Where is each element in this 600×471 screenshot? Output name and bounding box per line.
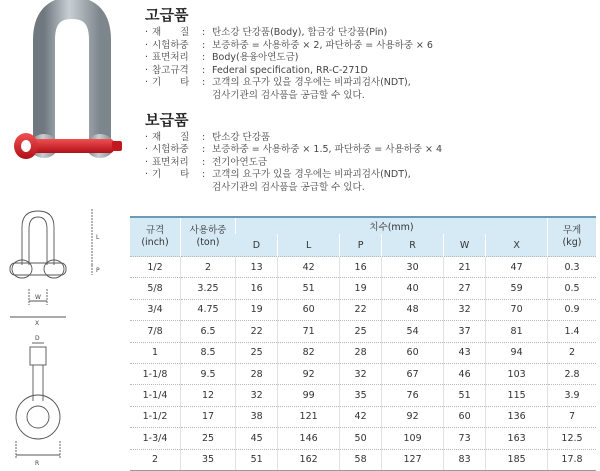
table-cell: 2 xyxy=(548,342,597,363)
table-cell: 45 xyxy=(236,428,278,449)
spec-label: 시험하중 xyxy=(152,144,189,156)
table-cell: 32 xyxy=(339,363,381,384)
header-load: 사용하중 (ton) xyxy=(181,217,236,257)
spec-row xyxy=(145,77,595,102)
table-cell: 1-1/4 xyxy=(130,385,181,406)
table-cell: 16 xyxy=(339,257,381,278)
table-cell: 32 xyxy=(443,299,485,320)
drawing-label-x: X xyxy=(35,320,40,327)
spec-table xyxy=(130,216,596,471)
spec-row xyxy=(145,144,595,157)
table-cell: 22 xyxy=(339,299,381,320)
table-cell: 28 xyxy=(339,342,381,363)
table-cell: 50 xyxy=(339,428,381,449)
table-cell: 38 xyxy=(236,406,278,427)
table-row xyxy=(130,278,596,299)
spec-label: 표면처리 xyxy=(152,156,189,168)
table-cell: 48 xyxy=(382,299,444,320)
table-cell: 2 xyxy=(130,449,181,470)
table-cell: 0.9 xyxy=(548,299,597,320)
table-cell: 71 xyxy=(278,321,340,342)
table-cell: 35 xyxy=(339,385,381,406)
spec-value: 탄소강 단강품 xyxy=(212,131,271,143)
header-dim-l: L xyxy=(278,234,340,257)
table-cell: 19 xyxy=(236,299,278,320)
table-cell: 3/4 xyxy=(130,299,181,320)
table-cell: 109 xyxy=(382,428,444,449)
table-cell: 12.5 xyxy=(548,428,597,449)
bullet: · xyxy=(145,39,149,51)
table-cell: 92 xyxy=(278,363,340,384)
table-cell: 1/2 xyxy=(130,257,181,278)
bullet: · xyxy=(145,169,149,181)
table-cell: 3.25 xyxy=(181,278,236,299)
table-cell: 25 xyxy=(236,342,278,363)
colon: : xyxy=(202,156,206,168)
table-cell: 46 xyxy=(443,363,485,384)
spec-value: 고객의 요구가 있을 경우에는 비파괴검사(NDT), 검사기관의 검사품을 공급할 수 있다. xyxy=(212,77,411,101)
table-cell: 76 xyxy=(382,385,444,406)
drawing-label-p: P xyxy=(96,267,100,274)
table-row xyxy=(130,406,596,427)
table-cell: 60 xyxy=(382,342,444,363)
spec-row xyxy=(145,52,595,65)
table-cell: 127 xyxy=(382,449,444,470)
table-cell: 99 xyxy=(278,385,340,406)
colon: : xyxy=(202,77,206,89)
table-cell: 2 xyxy=(181,257,236,278)
table-cell: 103 xyxy=(486,363,548,384)
colon: : xyxy=(202,131,206,143)
table-cell: 4.75 xyxy=(181,299,236,320)
table-cell: 40 xyxy=(382,278,444,299)
bullet: · xyxy=(145,131,149,143)
header-dim-x: X xyxy=(486,234,548,257)
table-cell: 1.4 xyxy=(548,321,597,342)
premium-title: 고급품 xyxy=(145,6,189,24)
spec-value: 보증하중 = 사용하중 × 1.5, 파단하중 = 사용하중 × 4 xyxy=(212,144,443,156)
bullet: · xyxy=(145,144,149,156)
table-cell: 83 xyxy=(443,449,485,470)
spec-row xyxy=(145,169,595,194)
table-cell: 58 xyxy=(339,449,381,470)
table-cell: 1-1/2 xyxy=(130,406,181,427)
table-row xyxy=(130,449,596,470)
bullet: · xyxy=(145,77,149,89)
header-dim-w: W xyxy=(443,234,485,257)
spec-label: 참고규격 xyxy=(152,64,189,76)
table-cell: 42 xyxy=(278,257,340,278)
table-cell: 8.5 xyxy=(181,342,236,363)
table-cell: 146 xyxy=(278,428,340,449)
table-cell: 54 xyxy=(382,321,444,342)
table-row xyxy=(130,321,596,342)
header-dimensions: 치수(mm) xyxy=(236,217,548,234)
table-cell: 25 xyxy=(339,321,381,342)
table-cell: 25 xyxy=(181,428,236,449)
table-row xyxy=(130,299,596,320)
table-cell: 94 xyxy=(486,342,548,363)
table-row xyxy=(130,385,596,406)
table-cell: 0.5 xyxy=(548,278,597,299)
header-size: 규격 (inch) xyxy=(130,217,181,257)
header-dim-p: P xyxy=(339,234,381,257)
table-row xyxy=(130,257,596,278)
table-cell: 28 xyxy=(236,363,278,384)
table-cell: 185 xyxy=(486,449,548,470)
table-cell: 121 xyxy=(278,406,340,427)
shackle-photo xyxy=(0,0,140,190)
bullet: · xyxy=(145,27,149,38)
drawing-label-l: L xyxy=(96,234,100,241)
table-cell: 82 xyxy=(278,342,340,363)
spec-value: 고객의 요구가 있을 경우에는 비파괴검사(NDT), 검사기관의 검사품을 공급할 수 있다. xyxy=(212,169,411,193)
standard-spec-list xyxy=(145,132,595,195)
table-cell: 51 xyxy=(236,449,278,470)
table-cell: 1-3/4 xyxy=(130,428,181,449)
drawing-label-r: R xyxy=(35,460,40,467)
spec-value: Federal specification, RR-C-271D xyxy=(212,64,368,76)
table-cell: 162 xyxy=(278,449,340,470)
table-cell: 0.3 xyxy=(548,257,597,278)
table-cell: 17 xyxy=(181,406,236,427)
table-cell: 22 xyxy=(236,321,278,342)
header-dim-d: D xyxy=(236,234,278,257)
bullet: · xyxy=(145,52,149,64)
table-cell: 1-1/8 xyxy=(130,363,181,384)
spec-row xyxy=(145,132,595,145)
table-cell: 3.9 xyxy=(548,385,597,406)
table-body xyxy=(130,257,596,471)
spec-row xyxy=(145,40,595,53)
header-weight: 무게 (kg) xyxy=(548,217,597,257)
table-row xyxy=(130,363,596,384)
table-cell: 6.5 xyxy=(181,321,236,342)
colon: : xyxy=(202,39,206,51)
table-row xyxy=(130,342,596,363)
spec-row xyxy=(145,65,595,78)
table-cell: 30 xyxy=(382,257,444,278)
table-cell: 59 xyxy=(486,278,548,299)
table-cell: 9.5 xyxy=(181,363,236,384)
spec-section xyxy=(145,4,595,195)
table-cell: 43 xyxy=(443,342,485,363)
table-cell: 60 xyxy=(278,299,340,320)
premium-spec-list xyxy=(145,27,595,103)
table-row xyxy=(130,428,596,449)
table-cell: 21 xyxy=(443,257,485,278)
standard-title: 보급품 xyxy=(145,110,189,129)
table-cell: 7 xyxy=(548,406,597,427)
colon: : xyxy=(202,144,206,156)
table-cell: 81 xyxy=(486,321,548,342)
spec-label: 기 타 xyxy=(152,77,190,89)
table-cell: 37 xyxy=(443,321,485,342)
table-cell: 5/8 xyxy=(130,278,181,299)
table-cell: 1 xyxy=(130,342,181,363)
drawing-label-d: D xyxy=(35,335,40,342)
spec-label: 재 질 xyxy=(152,27,190,38)
spec-row xyxy=(145,157,595,170)
dimension-drawing xyxy=(0,205,128,469)
spec-label: 재 질 xyxy=(152,131,190,143)
table-cell: 13 xyxy=(236,257,278,278)
table-cell: 35 xyxy=(181,449,236,470)
table-cell: 27 xyxy=(443,278,485,299)
spec-label: 표면처리 xyxy=(152,52,189,64)
table-cell: 7/8 xyxy=(130,321,181,342)
table-cell: 136 xyxy=(486,406,548,427)
bullet: · xyxy=(145,64,149,76)
table-cell: 51 xyxy=(443,385,485,406)
colon: : xyxy=(202,27,206,38)
table-cell: 67 xyxy=(382,363,444,384)
table-cell: 115 xyxy=(486,385,548,406)
colon: : xyxy=(202,52,206,64)
table-cell: 60 xyxy=(443,406,485,427)
header-dim-r: R xyxy=(382,234,444,257)
colon: : xyxy=(202,169,206,181)
spec-label: 시험하중 xyxy=(152,39,189,51)
table-cell: 73 xyxy=(443,428,485,449)
spec-value: 전기아연도금 xyxy=(212,156,268,168)
drawing-label-w: W xyxy=(35,294,41,301)
table-cell: 70 xyxy=(486,299,548,320)
bullet: · xyxy=(145,156,149,168)
spec-value: 탄소강 단강품(Body), 합금강 단강품(Pin) xyxy=(212,27,388,38)
table-cell: 51 xyxy=(278,278,340,299)
table-cell: 19 xyxy=(339,278,381,299)
table-cell: 16 xyxy=(236,278,278,299)
table-cell: 17.8 xyxy=(548,449,597,470)
table-cell: 42 xyxy=(339,406,381,427)
spec-label: 기 타 xyxy=(152,169,190,181)
table-cell: 32 xyxy=(236,385,278,406)
table-cell: 12 xyxy=(181,385,236,406)
colon: : xyxy=(202,64,206,76)
table-cell: 163 xyxy=(486,428,548,449)
table-cell: 47 xyxy=(486,257,548,278)
table-cell: 92 xyxy=(382,406,444,427)
spec-row xyxy=(145,27,595,40)
spec-value: 보증하중 = 사용하중 × 2, 파단하중 = 사용하중 × 6 xyxy=(212,39,433,51)
spec-value: Body(용융아연도금) xyxy=(212,52,299,64)
table-cell: 2.8 xyxy=(548,363,597,384)
